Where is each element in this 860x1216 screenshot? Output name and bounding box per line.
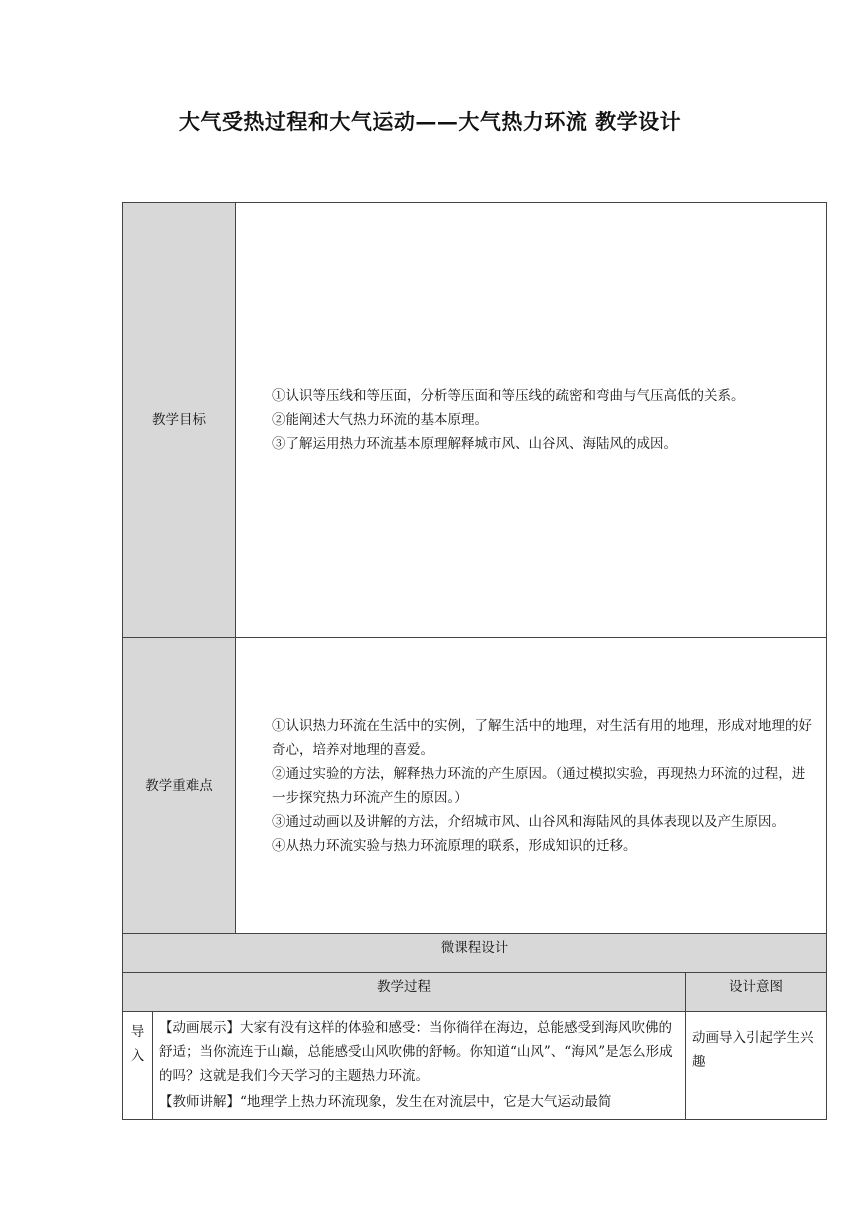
micro-course-row (123, 934, 827, 973)
key-points-content (236, 638, 827, 934)
column-header-row (123, 973, 827, 1012)
lesson-plan-table (122, 202, 827, 1120)
teaching-goals-label: 教学目标 (123, 203, 236, 638)
intro-paragraph: 【教师讲解】“地理学上热力环流现象，发生在对流层中，它是大气运动最简 (159, 1094, 612, 1110)
teaching-goals-content (236, 203, 827, 638)
intro-stage-label (123, 1012, 153, 1120)
intro-process-content (153, 1012, 686, 1120)
key-points-row (123, 638, 827, 934)
goal-item: ②能阐述大气热力环流的基本原理。 (272, 412, 488, 428)
key-point-item: ①认识热力环流在生活中的实例，了解生活中的地理，对生活有用的地理，形成对地理的好奇心，培养对地理的喜爱。 (272, 717, 812, 758)
key-point-item: ③通过动画以及讲解的方法，介绍城市风、山谷风和海陆风的具体表现以及产生原因。 (272, 813, 785, 830)
intro-intent: 动画导入引起学生兴趣 (686, 1012, 827, 1120)
micro-course-header: 微课程设计 (123, 934, 827, 973)
teaching-goals-row (123, 203, 827, 638)
goal-item: ①认识等压线和等压面，分析等压面和等压线的疏密和弯曲与气压高低的关系。 (272, 388, 745, 404)
key-point-item: ②通过实验的方法，解释热力环流的产生原因。（通过模拟实验，再现热力环流的过程，进一步探究热力环流产生的原因。） (272, 765, 806, 806)
goal-item: ③了解运用热力环流基本原理解释城市风、山谷风、海陆风的成因。 (272, 436, 677, 452)
intro-row (123, 1012, 827, 1120)
key-points-label: 教学重难点 (123, 638, 236, 934)
document-title: 大气受热过程和大气运动——大气热力环流 教学设计 (178, 109, 682, 134)
intro-stage-text: 导入 (130, 1024, 145, 1064)
intent-column-header: 设计意图 (686, 973, 827, 1012)
key-point-item: ④从热力环流实验与热力环流原理的联系，形成知识的迁移。 (272, 837, 637, 854)
intro-paragraph: 【动画展示】大家有没有这样的体验和感受：当你徜徉在海边，总能感受到海风吹佛的舒适；当你流连于山巅，总能感受山风吹佛的舒畅。你知道“山风”、“海风”是怎么形成的吗？这就是我们今天学习的主题热力环流。 (159, 1020, 673, 1084)
process-column-header: 教学过程 (123, 973, 686, 1012)
